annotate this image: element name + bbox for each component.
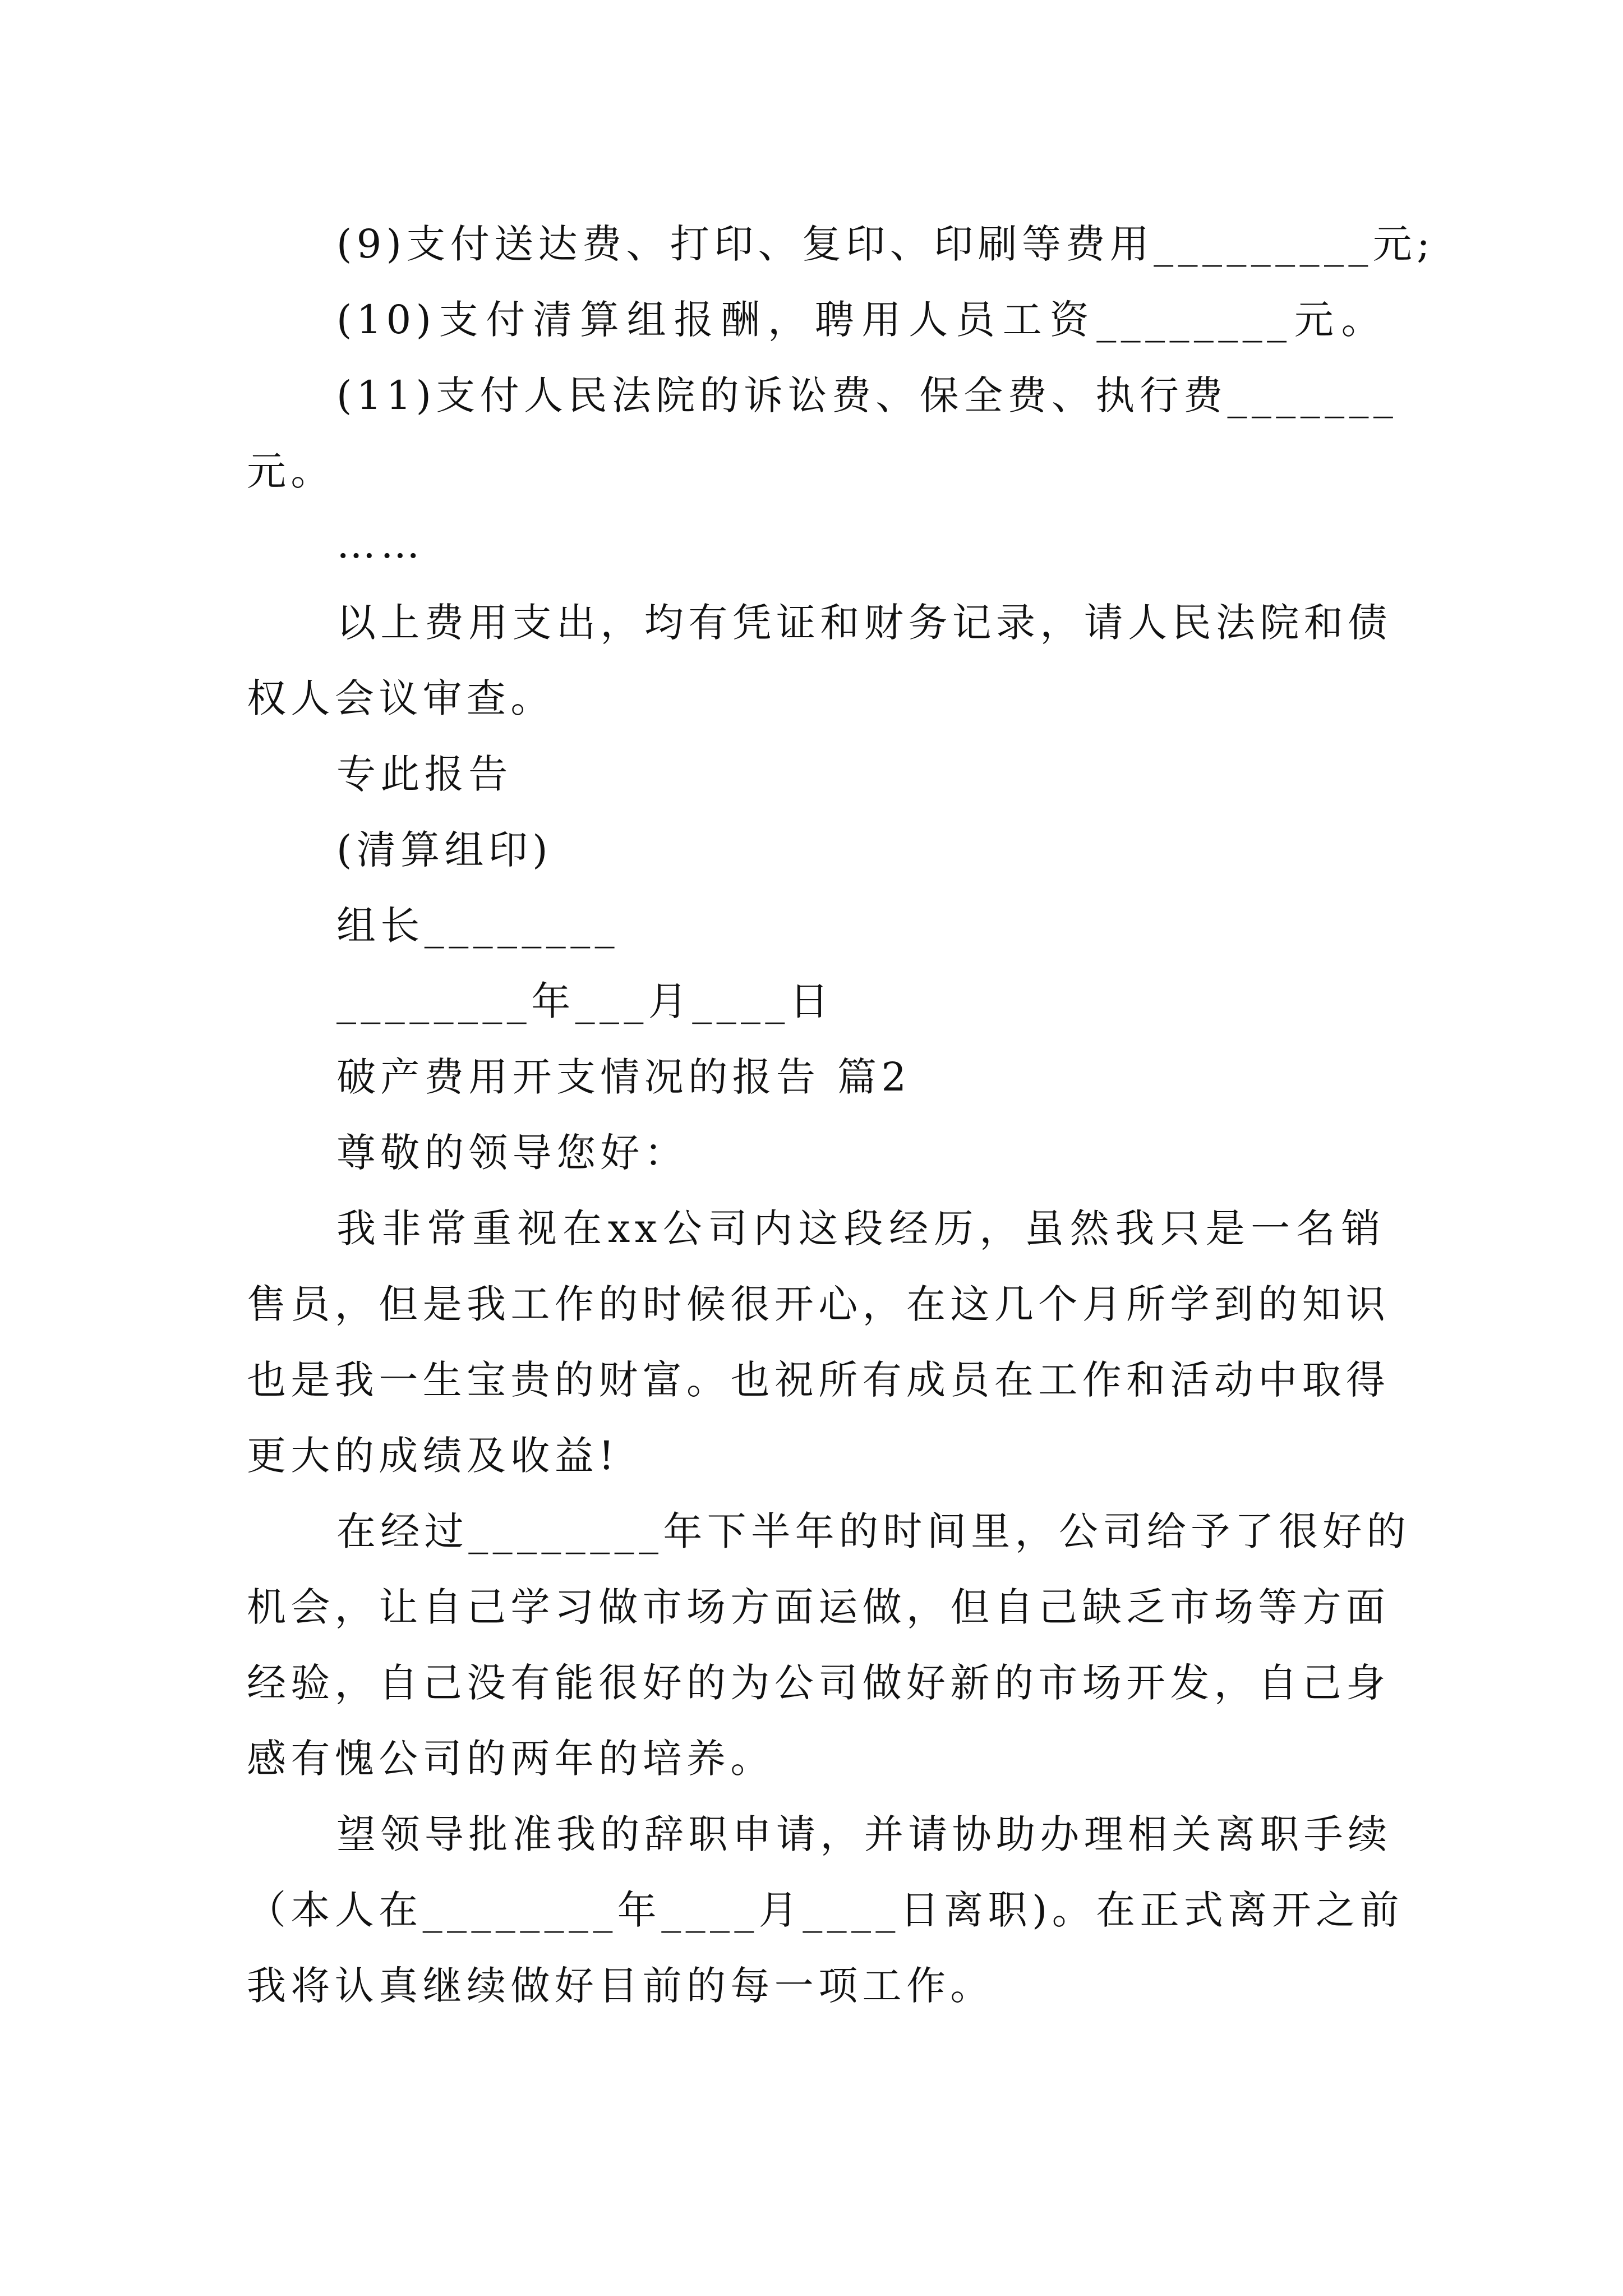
text-line: 在经过________年下半年的时间里，公司给予了很好的 — [336, 1508, 1411, 1554]
text-line: （本人在________年____月____日离职)。在正式离开之前 — [247, 1887, 1404, 1933]
text-line: 以上费用支出，均有凭证和财务记录，请人民法院和债 — [336, 600, 1392, 646]
text-line: 元。 — [247, 448, 335, 494]
closing-remark: 专此报告 — [336, 751, 513, 797]
text-line: 售员，但是我工作的时候很开心，在这几个月所学到的知识 — [247, 1281, 1390, 1327]
date-line: ________年___月____日 — [336, 978, 834, 1024]
text-line: (11)支付人民法院的诉讼费、保全费、执行费_______ — [336, 372, 1398, 418]
seal-note: (清算组印) — [336, 827, 553, 873]
signature-line: 组长________ — [336, 903, 619, 949]
text-line: 我将认真继续做好目前的每一项工作。 — [247, 1963, 994, 2009]
text-line: 更大的成绩及收益! — [247, 1433, 619, 1479]
salutation: 尊敬的领导您好： — [336, 1130, 689, 1176]
text-line: (10)支付清算组报酬，聘用人员工资________元。 — [336, 297, 1385, 343]
text-line: 感有愧公司的两年的培养。 — [247, 1736, 774, 1782]
text-line: 我非常重视在xx公司内这段经历，虽然我只是一名销 — [336, 1205, 1385, 1251]
text-line: 权人会议审查。 — [247, 675, 555, 721]
text-line: 机会，让自己学习做市场方面运做，但自己缺乏市场等方面 — [247, 1584, 1390, 1630]
text-line: 望领导批准我的辞职申请，并请协助办理相关离职手续 — [336, 1811, 1392, 1857]
section-title: 破产费用开支情况的报告 篇2 — [336, 1054, 911, 1100]
text-line: 经验，自己没有能很好的为公司做好新的市场开发，自己身 — [247, 1660, 1390, 1706]
ellipsis: …… — [336, 521, 425, 567]
text-line: (9)支付送达费、打印、复印、印刷等费用_________元; — [336, 221, 1435, 267]
text-line: 也是我一生宝贵的财富。也祝所有成员在工作和活动中取得 — [247, 1357, 1390, 1403]
